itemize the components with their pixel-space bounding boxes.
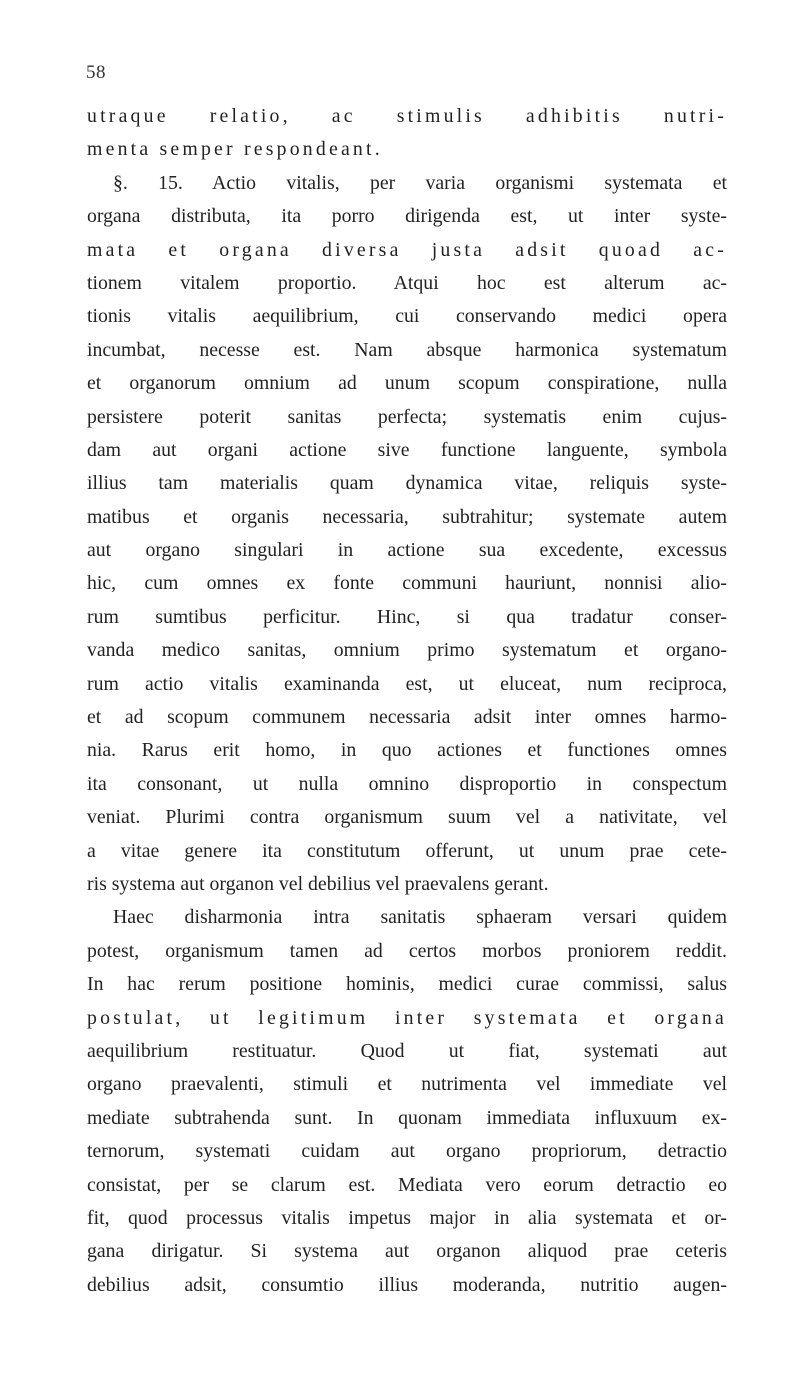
text-line: persistere poterit sanitas perfecta; systematis enim cujus- [87, 405, 727, 428]
text-line: debilius adsit, consumtio illius moderanda, nutritio augen- [87, 1273, 727, 1296]
text-line: ris systema aut organon vel debilius vel praevalens gerant. [87, 872, 549, 895]
body-text [87, 100, 727, 1302]
text-line: menta semper respondeant. [87, 138, 383, 161]
text-line: ternorum, systemati cuidam aut organo propriorum, detractio [87, 1140, 727, 1163]
text-line: aut organo singulari in actione sua excedente, excessus [87, 539, 727, 562]
text-line: utraque relatio, ac stimulis adhibitis nutri- [87, 105, 727, 127]
text-line: vanda medico sanitas, omnium primo systematum et organo- [87, 639, 727, 662]
text-line: rum actio vitalis examinanda est, ut eluceat, num reciproca, [87, 672, 727, 695]
page-number: 58 [86, 62, 106, 83]
text-line: ita consonant, ut nulla omnino disproportio in conspectum [87, 772, 727, 795]
text-line: dam aut organi actione sive functione languente, symbola [87, 438, 727, 461]
text-line: potest, organismum tamen ad certos morbos proniorem reddit. [87, 939, 727, 962]
text-line: incumbat, necesse est. Nam absque harmonica systematum [87, 338, 727, 361]
text-line: a vitae genere ita constitutum offerunt, ut unum prae cete- [87, 839, 727, 862]
text-line: postulat, ut legitimum inter systemata et organa [87, 1006, 727, 1029]
text-line: tionis vitalis aequilibrium, cui conservando medici opera [87, 305, 727, 328]
text-line: In hac rerum positione hominis, medici curae commissi, salus [87, 973, 727, 996]
text-line: et ad scopum communem necessaria adsit inter omnes harmo- [87, 706, 727, 729]
paragraph-start-line: Haec disharmonia intra sanitatis sphaeram versari quidem [113, 906, 727, 929]
text-line: hic, cum omnes ex fonte communi hauriunt, nonnisi alio- [87, 572, 727, 595]
text-line: nia. Rarus erit homo, in quo actiones et functiones omnes [87, 739, 727, 762]
text-line: matibus et organis necessaria, subtrahitur; systemate autem [87, 505, 727, 528]
text-line: mediate subtrahenda sunt. In quonam immediata influxuum ex- [87, 1106, 727, 1129]
text-line: rum sumtibus perficitur. Hinc, si qua tradatur conser- [87, 605, 727, 628]
section-heading-line: §. 15. Actio vitalis, per varia organismi systemata et [113, 171, 727, 194]
text-line: consistat, per se clarum est. Mediata vero eorum detractio eo [87, 1173, 727, 1196]
text-line: fit, quod processus vitalis impetus major in alia systemata et or- [87, 1206, 727, 1229]
text-line: organo praevalenti, stimuli et nutrimenta vel immediate vel [87, 1073, 727, 1096]
text-line: organa distributa, ita porro dirigenda est, ut inter syste- [87, 205, 727, 228]
text-line: et organorum omnium ad unum scopum conspiratione, nulla [87, 372, 727, 395]
text-line: mata et organa diversa justa adsit quoad ac- [87, 238, 727, 261]
text-line: tionem vitalem proportio. Atqui hoc est alterum ac- [87, 271, 727, 294]
text-line: illius tam materialis quam dynamica vitae, reliquis syste- [87, 472, 727, 495]
text-line: aequilibrium restituatur. Quod ut fiat, systemati aut [87, 1039, 727, 1062]
text-line: gana dirigatur. Si systema aut organon aliquod prae ceteris [87, 1240, 727, 1263]
text-line: veniat. Plurimi contra organismum suum vel a nativitate, vel [87, 806, 727, 829]
